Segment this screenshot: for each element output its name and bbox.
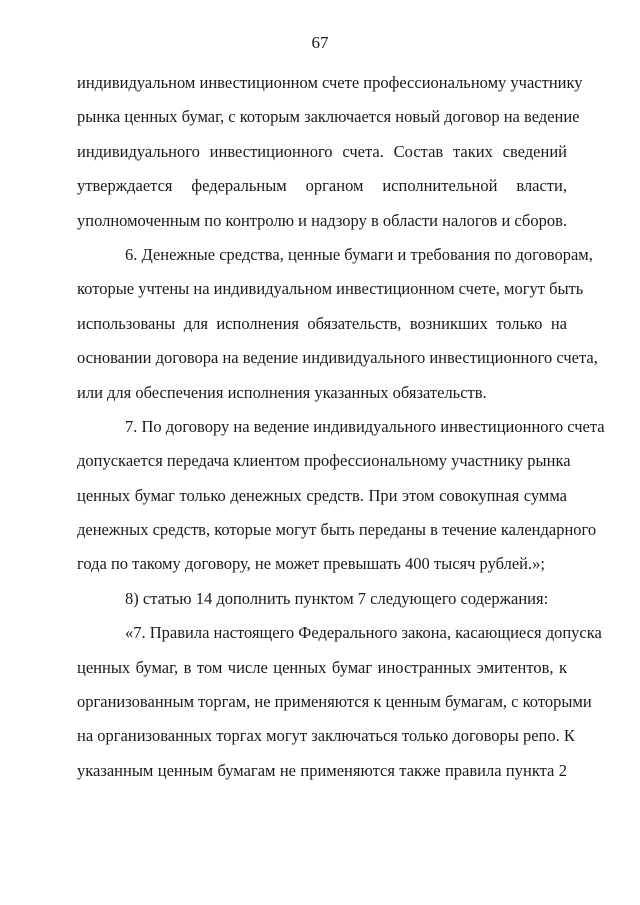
text-line: утверждается федеральным органом исполнительной власти, xyxy=(77,176,567,196)
text-line: года по такому договору, не может превышать 400 тысяч рублей.»; xyxy=(77,554,545,574)
text-line: индивидуального инвестиционного счета. Состав таких сведений xyxy=(77,141,567,161)
text-line: использованы для исполнения обязательств, возникших только на xyxy=(77,313,567,333)
text-line: допускается передача клиентом профессиональному участнику рынка xyxy=(77,451,571,471)
text-line: указанным ценным бумагам не применяются также правила пункта 2 xyxy=(77,760,567,780)
text-line: ценных бумаг, в том числе ценных бумаг иностранных эмитентов, к xyxy=(77,657,567,677)
text-line: индивидуальном инвестиционном счете профессиональному участнику xyxy=(77,73,583,92)
text-line: «7. Правила настоящего Федерального закона, касающиеся допуска xyxy=(125,623,602,643)
text-line: на организованных торгах могут заключаться только договоры репо. К xyxy=(77,726,575,746)
text-line: или для обеспечения исполнения указанных обязательств. xyxy=(77,382,487,402)
text-line: основании договора на ведение индивидуального инвестиционного счета, xyxy=(77,348,598,368)
text-line: уполномоченным по контролю и надзору в области налогов и сборов. xyxy=(77,210,567,230)
text-line: организованным торгам, не применяются к ценным бумагам, с которыми xyxy=(77,692,592,712)
text-line: 8) статью 14 дополнить пунктом 7 следующего содержания: xyxy=(125,588,549,608)
text-line: денежных средств, которые могут быть переданы в течение календарного xyxy=(77,520,597,540)
text-line: которые учтены на индивидуальном инвестиционном счете, могут быть xyxy=(77,279,584,299)
text-line: ценных бумаг только денежных средств. При этом совокупная сумма xyxy=(77,485,567,505)
document-body xyxy=(77,66,605,788)
page-number: 67 xyxy=(311,33,329,52)
text-line: рынка ценных бумаг, с которым заключается новый договор на ведение xyxy=(77,107,580,127)
text-line: 7. По договору на ведение индивидуального инвестиционного счета xyxy=(125,416,605,436)
text-line: 6. Денежные средства, ценные бумаги и требования по договорам, xyxy=(125,244,593,264)
